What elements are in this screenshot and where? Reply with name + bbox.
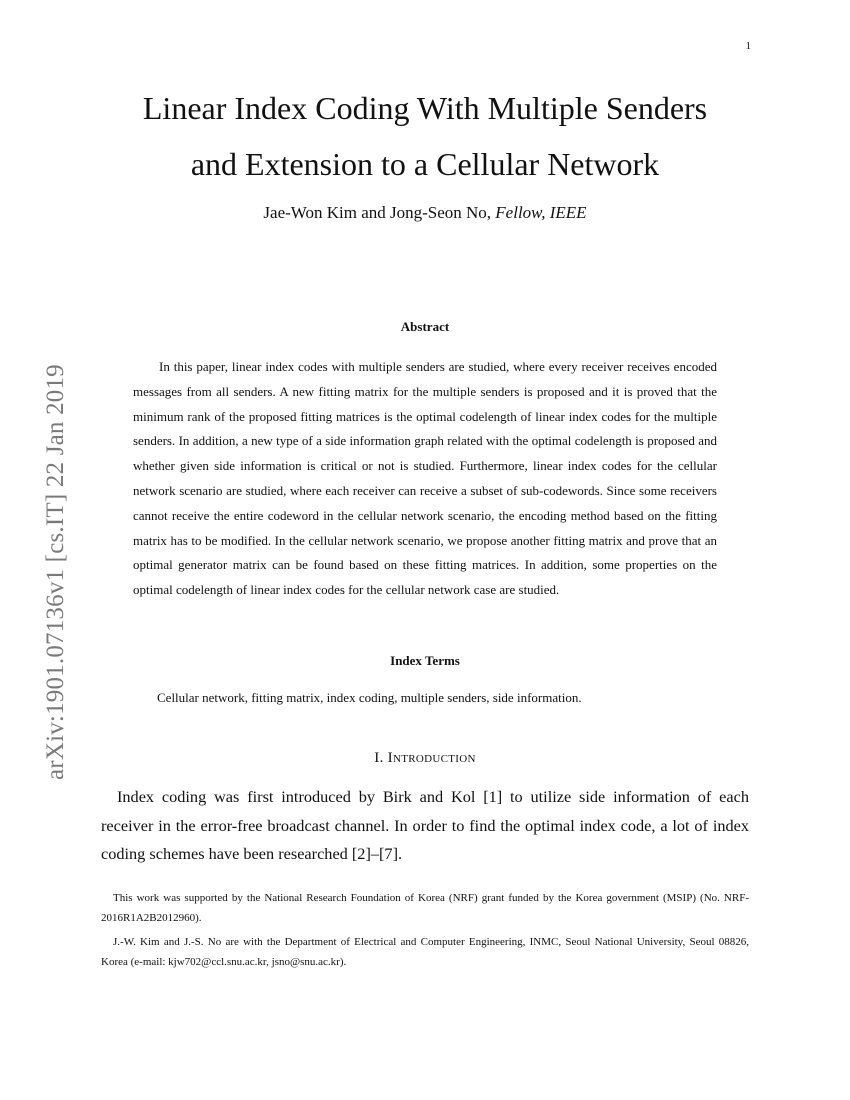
paper-title [0, 80, 850, 192]
introduction-heading: I. Introduction [374, 750, 476, 766]
abstract-heading: Abstract [400, 319, 450, 334]
title-line-1: Linear Index Coding With Multiple Senders [142, 90, 708, 126]
title-line-2: and Extension to a Cellular Network [190, 146, 660, 182]
author-line [0, 203, 850, 223]
page-number: 1 [745, 40, 751, 52]
abstract-body: In this paper, linear index codes with multiple senders are studied, where every receiver receives encoded messages from all senders. A new fitting matrix for the multiple senders is proposed and it is proved that the minimum rank of the proposed fitting matrices is the optimal codelength of linear index codes for the multiple senders. In addition, a new type of a side information graph related with the optimal codelength is proposed and whether given side information is critical or not is studied. Furthermore, linear index codes for the cellular network scenario are studied, where each receiver can receive a subset of sub-codewords. Since some receivers cannot receive the entire codeword in the cellular network scenario, the encoding method based on the fitting matrix has to be modified. In the cellular network scenario, we propose another fitting matrix and prove that an optimal generator matrix can be found based on these fitting matrices. In addition, some properties on the optimal codelength of linear index codes for the cellular network case are studied. [133, 359, 717, 598]
introduction-body: Index coding was first introduced by Birk and Kol [1] to utilize side information of each receiver in the error-free broadcast channel. In order to find the optimal index code, a lot of index coding schemes have been researched [2]–[7]. [101, 787, 749, 863]
index-terms-heading: Index Terms [390, 653, 460, 668]
author-names: Jae-Won Kim and Jong-Seon No, [263, 203, 496, 222]
author-affiliation: Fellow, IEEE [495, 203, 587, 222]
funding-footnote: This work was supported by the National Research Foundation of Korea (NRF) grant funded by the Korea government (MSIP) (No. NRF-2016R1A2B2012960). [101, 892, 749, 924]
arxiv-stamp: arXiv:1901.07136v1 [cs.IT] 22 Jan 2019 [42, 364, 69, 780]
index-terms-body: Cellular network, fitting matrix, index coding, multiple senders, side information. [157, 690, 582, 705]
affiliation-footnote: J.-W. Kim and J.-S. No are with the Department of Electrical and Computer Engineering, INMC, Seoul National University, Seoul 08826, Korea (e-mail: kjw702@ccl.snu.ac.kr, jsno@snu.ac.kr). [101, 936, 749, 968]
